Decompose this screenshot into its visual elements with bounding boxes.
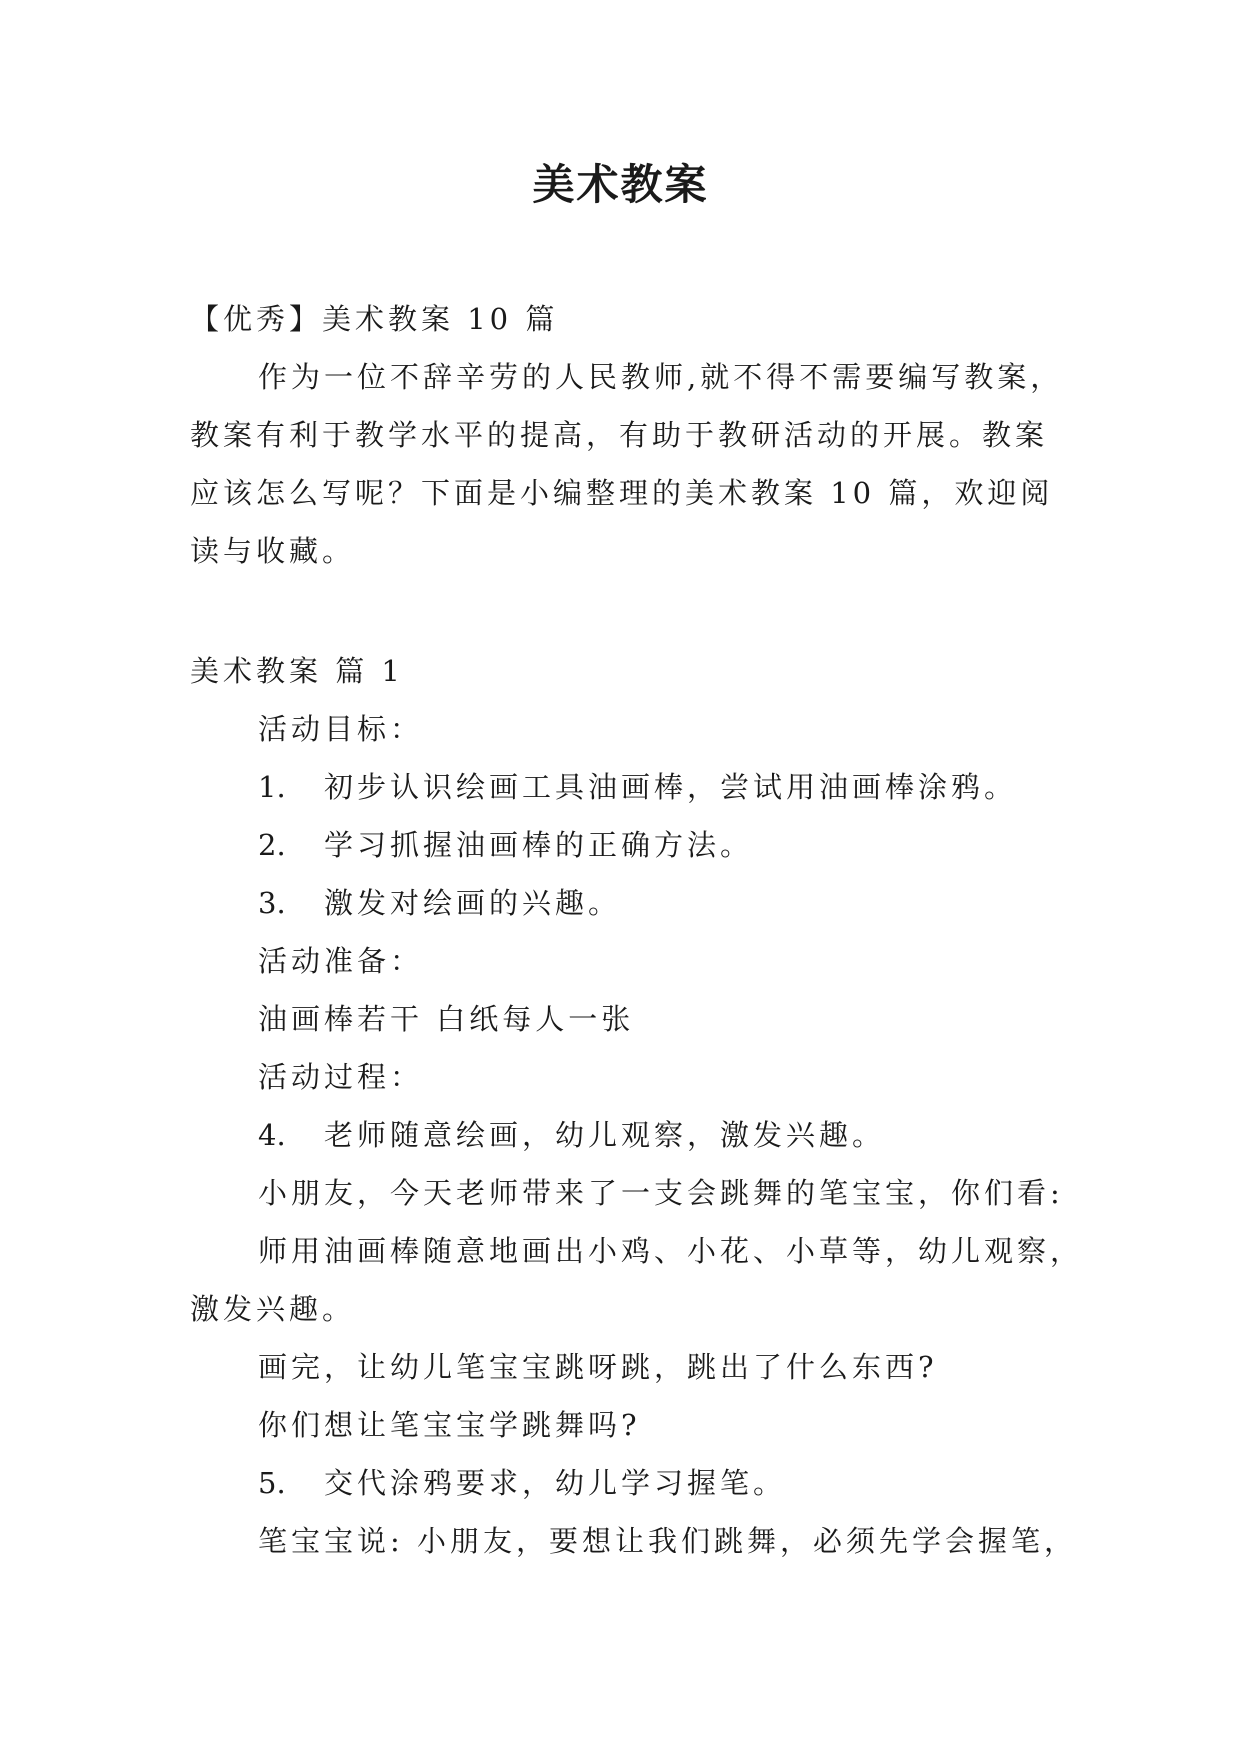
paragraph-4: 你们想让笔宝宝学跳舞吗? — [258, 1408, 641, 1442]
goal-item-1 — [190, 758, 1060, 816]
step-number: 4. — [258, 1118, 286, 1152]
intro-line-2: 教案有利于教学水平的提高，有助于教研活动的开展。教案 — [190, 418, 1049, 452]
step-number: 5. — [258, 1466, 286, 1500]
prep-label: 活动准备： — [258, 944, 424, 978]
goal-number: 2. — [258, 828, 286, 862]
paragraph-5: 笔宝宝说: 小朋友，要想让我们跳舞，必须先学会握笔， — [258, 1524, 1077, 1558]
goal-number: 3. — [258, 886, 286, 920]
document-body — [190, 290, 1084, 1570]
intro-line-1: 作为一位不辞辛劳的人民教师,就不得不需要编写教案， — [258, 360, 1064, 394]
step-text: 交代涂鸦要求，幼儿学习握笔。 — [324, 1466, 787, 1500]
document-title: 美术教案 — [532, 160, 709, 209]
section-heading: 美术教案 篇 1 — [190, 654, 404, 688]
step-item-4 — [190, 1106, 1060, 1164]
goal-item-3 — [190, 874, 1060, 932]
spacer — [190, 580, 1060, 642]
goal-text: 激发对绘画的兴趣。 — [324, 886, 622, 920]
paragraph-1: 小朋友，今天老师带来了一支会跳舞的笔宝宝，你们看: — [258, 1176, 1064, 1210]
goal-text: 学习抓握油画棒的正确方法。 — [324, 828, 754, 862]
prep-text: 油画棒若干 白纸每人一张 — [258, 1002, 635, 1036]
paragraph-2-line-1: 师用油画棒随意地画出小鸡、小花、小草等，幼儿观察， — [258, 1234, 1084, 1268]
paragraph-2-line-2: 激发兴趣。 — [190, 1292, 356, 1326]
subtitle: 【优秀】美术教案 10 篇 — [190, 302, 559, 336]
goal-number: 1. — [258, 770, 286, 804]
process-label: 活动过程： — [258, 1060, 424, 1094]
goal-text: 初步认识绘画工具油画棒，尝试用油画棒涂鸦。 — [324, 770, 1018, 804]
goal-item-2 — [190, 816, 1060, 874]
step-text: 老师随意绘画，幼儿观察，激发兴趣。 — [324, 1118, 886, 1152]
goal-label: 活动目标： — [258, 712, 424, 746]
step-item-5 — [190, 1454, 1060, 1512]
intro-line-4: 读与收藏。 — [190, 534, 356, 568]
paragraph-3: 画完，让幼儿笔宝宝跳呀跳，跳出了什么东西? — [258, 1350, 938, 1384]
intro-line-3: 应该怎么写呢？下面是小编整理的美术教案 10 篇，欢迎阅 — [190, 476, 1054, 510]
